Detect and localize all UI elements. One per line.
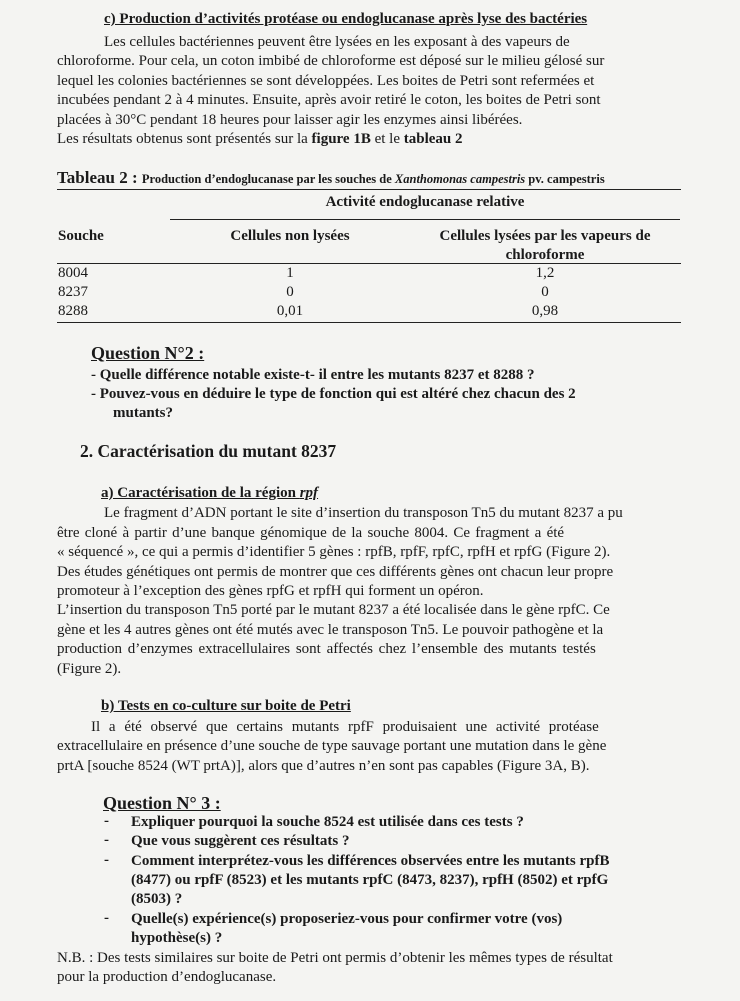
figure-1b-ref: figure 1B [311, 131, 371, 147]
question-3-item-2: Que vous suggèrent ces résultats ? [131, 833, 350, 849]
question-2-line-2: - Pouvez-vous en déduire le type de fonction qui est altéré chez chacun des 2 [91, 386, 576, 402]
question-3-dash-3: - [104, 852, 109, 868]
col-header-strain: Souche [58, 228, 104, 244]
tableau-2-ref: tableau 2 [403, 131, 463, 147]
section-a-p2-line-3: production d’enzymes extracellulaires sont affectés chez l’ensemble des mutants testés [57, 641, 596, 657]
table-row-3-nonlysed: 0,01 [276, 303, 304, 319]
section-2-heading: 2. Caractérisation du mutant 8237 [80, 441, 337, 461]
question-3-dash-2: - [104, 832, 109, 848]
section-c-line-4: incubées pendant 2 à 4 minutes. Ensuite, après avoir retiré le coton, les boites de Petri sont [57, 92, 601, 108]
section-a-p2-line-4: (Figure 2). [57, 661, 122, 677]
section-c-results-line: Les résultats obtenus sont présentés sur la figure 1B et le tableau 2 [57, 131, 463, 147]
table-row-2-strain: 8237 [58, 284, 88, 300]
table-row-3-lysed: 0,98 [531, 303, 559, 319]
section-a-p1-line-2: être cloné à partir d’une banque génomique de la souche 8004. Ce fragment a été [57, 525, 565, 541]
section-c-line-2: chloroforme. Pour cela, un coton imbibé de chloroforme est déposé sur le milieu gélosé sur [57, 53, 605, 69]
table-row-3-strain: 8288 [58, 303, 88, 319]
section-b-line-2: extracellulaire en présence d’une souche de type sauvage portant une mutation dans le gène [57, 738, 607, 754]
question-3-dash-4: - [104, 910, 109, 926]
section-c-line-3: lequel les colonies bactériennes se sont développées. Les boites de Petri sont refermées et [57, 73, 595, 89]
table-row-1-strain: 8004 [58, 265, 88, 281]
section-b-title: b) Tests en co-culture sur boite de Petri [101, 698, 351, 714]
nb-line-1: N.B. : Des tests similaires sur boite de Petri ont permis d’obtenir les mêmes types de résultat [57, 950, 613, 966]
col-header-lysed: Cellules lysées par les vapeurs de chloroforme [439, 228, 651, 263]
question-3-item-4-line-2: hypothèse(s) ? [131, 930, 223, 946]
table-group-header: Activité endoglucanase relative [325, 194, 525, 210]
section-c-line-1: Les cellules bactériennes peuvent être lysées en les exposant à des vapeurs de [104, 34, 570, 50]
col-header-nonlysed: Cellules non lysées [230, 228, 350, 244]
question-3-item-3-line-3: (8503) ? [131, 891, 183, 907]
table-bottom-rule [57, 322, 681, 323]
question-2-title: Question N°2 : [91, 343, 205, 363]
question-3-dash-1: - [104, 813, 109, 829]
table-row-1-lysed: 1,2 [535, 265, 555, 281]
section-c-line-5: placées à 30°C pendant 18 heures pour laisser agir les enzymes ainsi libérées. [57, 112, 523, 128]
question-3-item-4-line-1: Quelle(s) expérience(s) proposeriez-vous pour confirmer votre (vos) [131, 911, 563, 927]
table-row-1-nonlysed: 1 [286, 265, 294, 281]
question-2-line-1: - Quelle différence notable existe-t- il entre les mutants 8237 et 8288 ? [91, 367, 535, 383]
table-row-2-lysed: 0 [541, 284, 549, 300]
nb-line-2: pour la production d’endoglucanase. [57, 969, 277, 985]
section-a-p1-line-5: promoteur à l’exception des gènes rpfG et rpfH qui forment un opéron. [57, 583, 484, 599]
table-group-rule [170, 219, 680, 220]
section-b-line-3: prtA [souche 8524 (WT prtA)], alors que d’autres n’en sont pas capables (Figure 3A, B). [57, 758, 590, 774]
question-3-title: Question N° 3 : [103, 793, 221, 813]
table-top-rule [57, 189, 681, 190]
section-a-p2-line-2: gène et les 4 autres gènes ont été mutés avec le transposon Tn5. Le pouvoir pathogène et la [57, 622, 604, 638]
section-a-title: a) Caractérisation de la région rpf [101, 485, 319, 501]
question-3-item-3-line-1: Comment interprétez-vous les différences observées entre les mutants rpfB [131, 853, 610, 869]
question-3-item-3-line-2: (8477) ou rpfF (8523) et les mutants rpfC (8473, 8237), rpfH (8502) et rpfG [131, 872, 609, 888]
table-2-caption: Tableau 2 : Production d’endoglucanase par les souches de Xanthomonas campestris pv. campestris [57, 168, 605, 187]
section-a-p1-line-4: Des études génétiques ont permis de montrer que ces différents gènes ont chacun leur propre [57, 564, 614, 580]
table-row-2-nonlysed: 0 [286, 284, 294, 300]
section-a-p2-line-1: L’insertion du transposon Tn5 porté par le mutant 8237 a été localisée dans le gène rpfC. Ce [57, 602, 610, 618]
section-c-title: c) Production d’activités protéase ou endoglucanase après lyse des bactéries [104, 11, 588, 27]
section-a-p1-line-1: Le fragment d’ADN portant le site d’insertion du transposon Tn5 du mutant 8237 a pu [104, 505, 623, 521]
question-2-line-3: mutants? [113, 405, 174, 421]
section-b-line-1: Il a été observé que certains mutants rpfF produisaient une activité protéase [91, 719, 599, 735]
question-3-item-1: Expliquer pourquoi la souche 8524 est utilisée dans ces tests ? [131, 814, 524, 830]
section-a-p1-line-3: « séquencé », ce qui a permis d’identifier 5 gènes : rpfB, rpfF, rpfC, rpfH et rpfG (Figure 2). [57, 544, 611, 560]
